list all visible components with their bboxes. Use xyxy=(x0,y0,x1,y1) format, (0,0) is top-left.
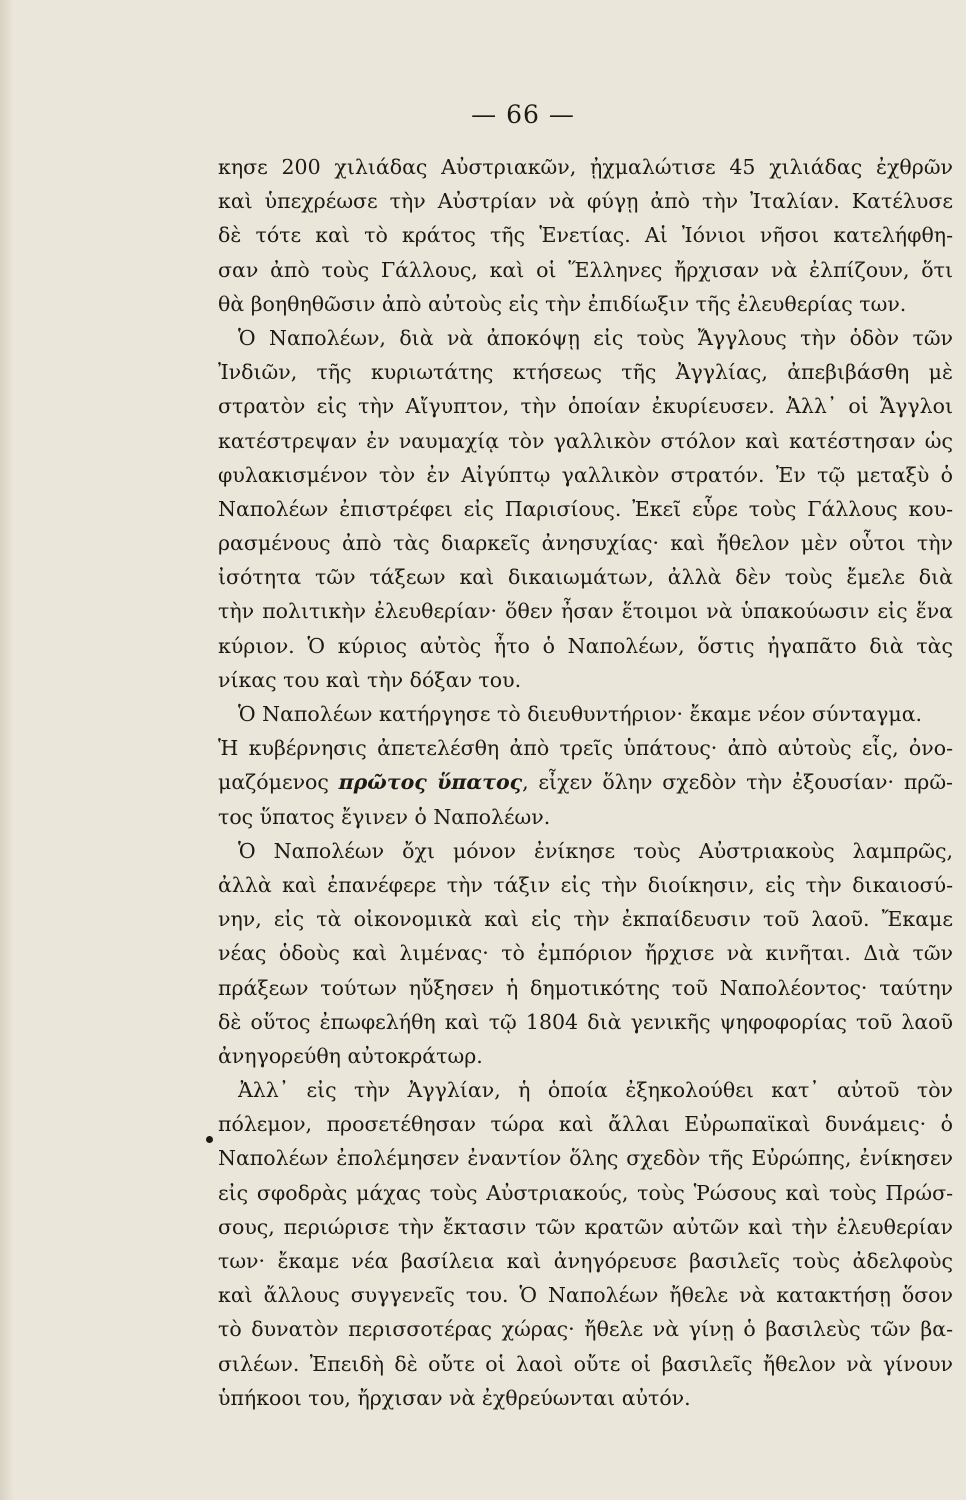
text-line-content: Ναπολέων ἐπολέμησεν ἐναντίον ὅλης σχεδὸν τῆς Εὐρώπης, ἐνίκησεν xyxy=(218,1146,953,1171)
margin-mark xyxy=(206,1136,213,1143)
text-line-content: ἀλλὰ καὶ ἐπανέφερε τὴν τάξιν εἰς τὴν διοίκησιν, εἰς τὴν δικαιοσύ- xyxy=(218,872,953,897)
text-line-content: σαν ἀπὸ τοὺς Γάλλους, καὶ οἱ Ἕλληνες ἤρχισαν νὰ ἐλπίζουν, ὅτι xyxy=(218,257,953,282)
text-line-content: τὸ δυνατὸν περισσοτέρας χώρας· ἤθελε νὰ γίνῃ ὁ βασιλεὺς τῶν βα- xyxy=(218,1317,953,1342)
text-line xyxy=(218,868,953,902)
text-line xyxy=(218,800,953,834)
text-line-content: Ὁ Ναπολέων ὄχι μόνον ἐνίκησε τοὺς Αὐστριακοὺς λαμπρῶς, xyxy=(238,838,953,863)
text-line-content: θὰ βοηθηθῶσιν ἀπὸ αὐτοὺς εἰς τὴν ἐπιδίωξιν τῆς ἐλευθερίας των. xyxy=(218,291,907,316)
text-line-content: καὶ ὑπεχρέωσε τὴν Αὐστρίαν νὰ φύγῃ ἀπὸ τὴν Ἰταλίαν. Κατέλυσε xyxy=(218,189,953,214)
text-line xyxy=(218,1141,953,1175)
text-line-content: μαζόμενος xyxy=(218,770,329,795)
text-line xyxy=(218,526,953,560)
text-line xyxy=(218,150,953,184)
text-line-content: πόλεμον, προσετέθησαν τώρα καὶ ἄλλαι Εὐρωπαϊκαὶ δυνάμεις· ὁ xyxy=(218,1112,953,1137)
text-line-content: των· ἔκαμε νέα βασίλεια καὶ ἀνηγόρευσε βασιλεῖς τοὺς ἀδελφοὺς xyxy=(218,1249,953,1273)
text-line xyxy=(218,1005,953,1039)
text-line-content: νέας ὁδοὺς καὶ λιμένας· τὸ ἐμπόριον ἤρχισε νὰ κινῆται. Διὰ τῶν xyxy=(218,941,953,966)
text-line-content: στρατὸν εἰς τὴν Αἴγυπτον, τὴν ὁποίαν ἐκυρίευσεν. Ἀλλ᾽ οἱ Ἄγγλοι xyxy=(218,394,953,419)
text-line-rest: , εἶχεν ὅλην σχεδὸν τὴν ἐξουσίαν· πρῶ- xyxy=(522,770,953,795)
text-line xyxy=(218,355,953,389)
text-line-content: Ἡ κυβέρνησις ἀπετελέσθη ἀπὸ τρεῖς ὑπάτους· ἀπὸ αὐτοὺς εἷς, ὀνο- xyxy=(218,736,953,761)
text-line-content: εἰς σφοδρὰς μάχας τοὺς Αὐστριακούς, τοὺς Ῥώσους καὶ τοὺς Πρώσ- xyxy=(218,1180,953,1205)
text-line xyxy=(218,287,953,321)
text-line xyxy=(218,1073,953,1107)
text-line xyxy=(218,218,953,252)
text-line xyxy=(218,1039,953,1073)
text-line-content: ρασμένους ἀπὸ τὰς διαρκεῖς ἀνησυχίας· καὶ ἤθελον μὲν οὗτοι τὴν xyxy=(218,531,953,556)
text-line-content: νίκας του καὶ τὴν δόξαν του. xyxy=(218,667,522,692)
text-line xyxy=(218,971,953,1005)
text-line-content: κησε 200 χιλιάδας Αὐστριακῶν, ᾐχμαλώτισε 45 χιλιάδας ἐχθρῶν xyxy=(218,155,953,179)
text-line xyxy=(218,1347,953,1381)
text-line xyxy=(218,492,953,526)
text-line-content: σιλέων. Ἐπειδὴ δὲ οὔτε οἱ λαοὶ οὔτε οἱ βασιλεῖς ἤθελον νὰ γίνουν xyxy=(218,1351,953,1376)
text-line-content: ὑπήκοοι του, ἤρχισαν νὰ ἐχθρεύωνται αὐτόν. xyxy=(218,1385,691,1410)
text-line-content: πράξεων τούτων ηὔξησεν ἡ δημοτικότης τοῦ Ναπολέοντος· ταύτην xyxy=(218,975,953,1000)
text-line-content: Ἀλλ᾽ εἰς τὴν Ἀγγλίαν, ἡ ὁποία ἐξηκολούθει κατ᾽ αὐτοῦ τὸν xyxy=(238,1078,953,1103)
text-line xyxy=(218,731,953,765)
text-line xyxy=(218,902,953,936)
text-line-content: Ναπολέων ἐπιστρέφει εἰς Παρισίους. Ἐκεῖ εὗρε τοὺς Γάλλους κου- xyxy=(218,496,953,521)
body-text xyxy=(218,150,953,1415)
text-line-content: τὴν πολιτικὴν ἐλευθερίαν· ὅθεν ἦσαν ἕτοιμοι νὰ ὑπακούωσιν εἰς ἕνα xyxy=(218,599,953,624)
text-line-content: ἀνηγορεύθη αὐτοκράτωρ. xyxy=(218,1043,483,1068)
text-line-content: τος ὕπατος ἔγινεν ὁ Ναπολέων. xyxy=(218,804,551,829)
text-line xyxy=(218,936,953,970)
page-edge-shadow xyxy=(0,0,14,1500)
text-line xyxy=(218,458,953,492)
text-line xyxy=(218,697,953,731)
text-line-content: δὲ τότε καὶ τὸ κράτος τῆς Ἑνετίας. Αἱ Ἰόνιοι νῆσοι κατελήφθη- xyxy=(218,223,953,248)
text-line xyxy=(218,389,953,423)
text-line xyxy=(218,424,953,458)
emphasized-term: πρῶτος ὕπατος xyxy=(338,770,523,795)
text-line xyxy=(218,834,953,868)
text-line-content: Ὁ Ναπολέων, διὰ νὰ ἀποκόψῃ εἰς τοὺς Ἄγγλους τὴν ὁδὸν τῶν xyxy=(238,325,953,350)
text-line xyxy=(218,321,953,355)
text-line-content: φυλακισμένον τὸν ἐν Αἰγύπτῳ γαλλικὸν στρατόν. Ἐν τῷ μεταξὺ ὁ xyxy=(218,462,953,487)
text-line-content: νην, εἰς τὰ οἰκονομικὰ καὶ εἰς τὴν ἐκπαίδευσιν τοῦ λαοῦ. Ἔκαμε xyxy=(218,907,953,932)
text-line xyxy=(218,253,953,287)
text-line-content: Ἰνδιῶν, τῆς κυριωτάτης κτήσεως τῆς Ἀγγλίας, ἀπεβιβάσθη μὲ xyxy=(218,360,953,385)
text-line-content: κατέστρεψαν ἐν ναυμαχίᾳ τὸν γαλλικὸν στόλον καὶ κατέστησαν ὡς xyxy=(218,428,953,453)
text-line xyxy=(218,560,953,594)
text-line xyxy=(218,1278,953,1312)
text-line xyxy=(218,184,953,218)
text-line xyxy=(218,765,953,799)
text-line-content: καὶ ἄλλους συγγενεῖς του. Ὁ Ναπολέων ἤθελε νὰ κατακτήσῃ ὅσον xyxy=(218,1283,953,1308)
text-line-content: κύριον. Ὁ κύριος αὐτὸς ἦτο ὁ Ναπολέων, ὅστις ἠγαπᾶτο διὰ τὰς xyxy=(218,633,953,658)
text-line xyxy=(218,1210,953,1244)
page-number: — 66 — xyxy=(471,100,575,129)
text-line xyxy=(218,1107,953,1141)
text-line-content: σους, περιώρισε τὴν ἔκτασιν τῶν κρατῶν αὐτῶν καὶ τὴν ἐλευθερίαν xyxy=(218,1214,953,1239)
text-line xyxy=(218,1312,953,1346)
text-line xyxy=(218,1244,953,1278)
text-line-content: ἰσότητα τῶν τάξεων καὶ δικαιωμάτων, ἀλλὰ δὲν τοὺς ἔμελε διὰ xyxy=(218,565,953,590)
text-line xyxy=(218,1176,953,1210)
text-line-content: Ὁ Ναπολέων κατήργησε τὸ διευθυντήριον· ἔκαμε νέον σύνταγμα. xyxy=(238,702,923,726)
text-line-content: δὲ οὕτος ἐπωφελήθη καὶ τῷ 1804 διὰ γενικῆς ψηφοφορίας τοῦ λαοῦ xyxy=(218,1009,953,1034)
text-line xyxy=(218,1381,953,1415)
text-line xyxy=(218,663,953,697)
text-line xyxy=(218,594,953,628)
text-line xyxy=(218,629,953,663)
